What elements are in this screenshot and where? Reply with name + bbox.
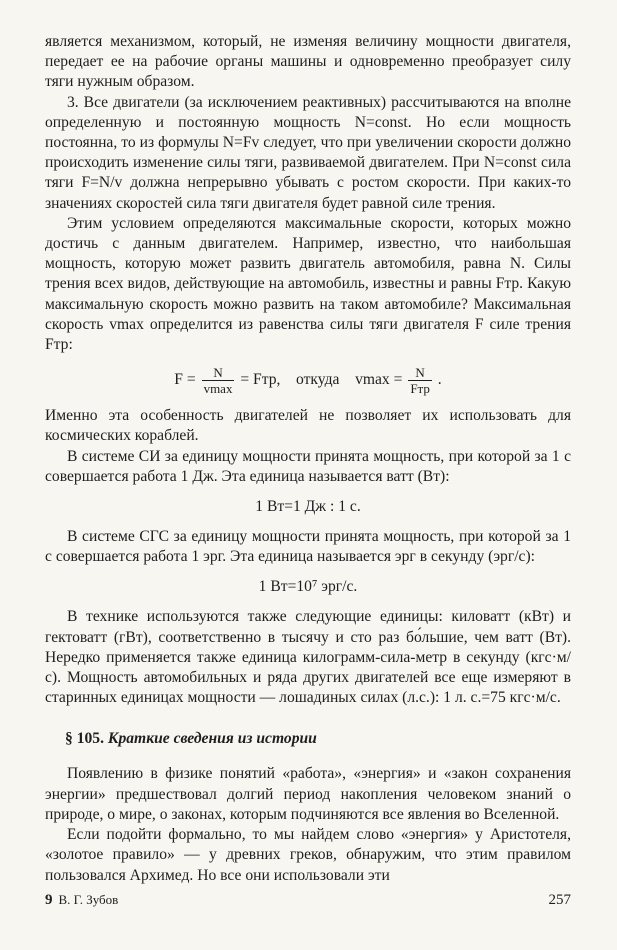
paragraph-3: Этим условием определяются максимальные скорости, которых можно достичь с данным двигателем. Например, известно, что наибольшая мощность, которую может развить двигатель автомобиля, равна N. Силы трения всех видов, действующие на автомобиль, известны и равны Fтр. Какую максимальную скорость можно развить на таком автомобиле? Максимальная скорость vmax определится из равенства силы тяги двигателя F силе трения Fтр: [45, 214, 571, 354]
paragraph-2: 3. Все двигатели (за исключением реактивных) рассчитываются на вполне определенную и постоянную мощность N=const. Но если мощность постоянна, то из формулы N=Fv следует, что при увеличении скорости должно происходить изменение силы тяги, развиваемой двигателем. При N=const сила тяги F=N/v должна непрерывно убывать с ростом скорости. При каких-то значениях скоростей сила тяги двигателя будет равной силе трения. [45, 93, 571, 212]
formula-vmax-lhs: vmax = [355, 371, 403, 389]
paragraph-8: Появлению в физике понятий «работа», «энергия» и «закон сохранения энергии» предшествовал долгий период накопления человеком знаний о природе, о мире, о законах, которым подчиняются все явления во Вселенной. [45, 765, 571, 823]
signature-number: 9 [45, 892, 53, 908]
fraction-denominator-2: Fтр [410, 381, 430, 397]
signature-mark [45, 892, 118, 909]
formula-word-whence: откуда [296, 371, 340, 389]
fraction-n-over-vmax [202, 365, 235, 396]
paragraph-9: Если подойти формально, то мы найдем слово «энергия» у Аристотеля, «золотое правило» — у древних греков, обнаружим, что этим правилом пользовался Архимед. Но все они использовали эти [45, 826, 571, 884]
formula-watt-erg: 1 Вт=10⁷ эрг/с. [258, 578, 358, 596]
formula-max-speed [45, 365, 571, 396]
section-number: § 105. [65, 730, 104, 748]
fraction-numerator: N [202, 365, 235, 381]
paragraph-6: В системе СГС за единицу мощности принята мощность, при которой за 1 с совершается работа 1 эрг. Эта единица называется эрг в секунду (эрг/с): [45, 528, 571, 566]
fraction-numerator-2: N [408, 365, 432, 381]
paragraph-4: Именно эта особенность двигателей не позволяет их использовать для космических кораблей. [45, 407, 571, 445]
page-footer [45, 892, 571, 909]
paragraph-7: В технике используются также следующие единицы: киловатт (кВт) и гектоватт (гВт), соответственно в тысячу и сто раз бо́льшие, чем ватт (Вт). Нередко применяется также единица килограмм-сила-метр в секунду (кгс·м/с). Мощность автомобильных и ряда других двигателей все еще измеряют в старинных единицах мощности — лошадиных силах (л.с.): 1 л. с.=75 кгс·м/с. [45, 608, 571, 707]
formula-end: . [437, 371, 442, 389]
page-number: 257 [548, 892, 571, 908]
section-title: Краткие сведения из истории [107, 730, 317, 748]
signature-text: В. Г. Зубов [58, 892, 119, 907]
paragraph-1: является механизмом, который, не изменяя величину мощности двигателя, передает ее на рабочие органы машины и одновременно преобразует силу тяги нужным образом. [45, 33, 571, 91]
fraction-n-over-friction [408, 365, 432, 396]
section-heading [65, 730, 571, 748]
formula-watt: 1 Вт=1 Дж : 1 с. [255, 498, 361, 516]
paragraph-5: В системе СИ за единицу мощности принята мощность, при которой за 1 с совершается работа 1 Дж. Эта единица называется ватт (Вт): [45, 447, 571, 485]
formula-equals-friction: = Fтр, [240, 371, 281, 389]
fraction-denominator: vmax [203, 381, 233, 397]
formula-lhs: F = [174, 371, 196, 389]
